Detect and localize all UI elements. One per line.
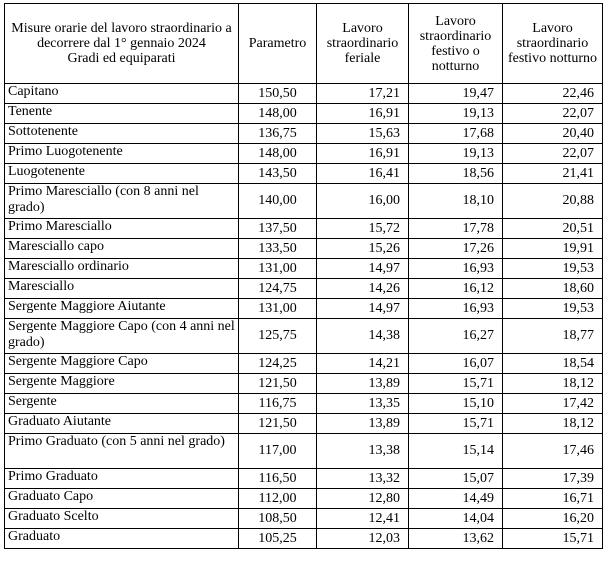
festivo-notturno-cell: 20,40 (503, 124, 603, 144)
grade-cell: Capitano (5, 84, 239, 104)
festivo-o-notturno-cell: 17,78 (409, 219, 503, 239)
parametro-cell: 124,75 (239, 279, 317, 299)
festivo-o-notturno-cell: 15,14 (409, 434, 503, 469)
festivo-notturno-cell: 18,54 (503, 354, 603, 374)
grade-cell: Luogotenente (5, 164, 239, 184)
grade-cell: Graduato Aiutante (5, 414, 239, 434)
parametro-cell: 131,00 (239, 299, 317, 319)
feriale-cell: 14,97 (317, 259, 409, 279)
festivo-o-notturno-cell: 14,49 (409, 489, 503, 509)
parametro-cell: 105,25 (239, 529, 317, 549)
festivo-notturno-cell: 16,20 (503, 509, 603, 529)
festivo-o-notturno-cell: 14,04 (409, 509, 503, 529)
parametro-cell: 108,50 (239, 509, 317, 529)
festivo-notturno-cell: 17,39 (503, 469, 603, 489)
festivo-o-notturno-cell: 17,26 (409, 239, 503, 259)
grade-cell: Tenente (5, 104, 239, 124)
header-feriale: Lavoro straordinario feriale (317, 4, 409, 84)
table-row (5, 144, 603, 164)
grade-cell: Sergente Maggiore Aiutante (5, 299, 239, 319)
grade-cell: Graduato Capo (5, 489, 239, 509)
festivo-notturno-cell: 17,42 (503, 394, 603, 414)
table-row (5, 469, 603, 489)
parametro-cell: 143,50 (239, 164, 317, 184)
festivo-notturno-cell: 18,12 (503, 374, 603, 394)
parametro-cell: 148,00 (239, 144, 317, 164)
festivo-notturno-cell: 18,77 (503, 319, 603, 354)
parametro-cell: 131,00 (239, 259, 317, 279)
parametro-cell: 133,50 (239, 239, 317, 259)
festivo-notturno-cell: 22,46 (503, 84, 603, 104)
festivo-notturno-cell: 20,51 (503, 219, 603, 239)
festivo-o-notturno-cell: 16,93 (409, 299, 503, 319)
feriale-cell: 14,21 (317, 354, 409, 374)
feriale-cell: 15,63 (317, 124, 409, 144)
table-row (5, 354, 603, 374)
table-row (5, 319, 603, 354)
festivo-o-notturno-cell: 15,07 (409, 469, 503, 489)
header-parametro: Parametro (239, 4, 317, 84)
festivo-o-notturno-cell: 16,27 (409, 319, 503, 354)
table-row (5, 434, 603, 469)
festivo-notturno-cell: 22,07 (503, 104, 603, 124)
festivo-notturno-cell: 15,71 (503, 529, 603, 549)
feriale-cell: 17,21 (317, 84, 409, 104)
festivo-o-notturno-cell: 13,62 (409, 529, 503, 549)
feriale-cell: 16,91 (317, 104, 409, 124)
parametro-cell: 125,75 (239, 319, 317, 354)
table-row (5, 509, 603, 529)
table-row (5, 239, 603, 259)
feriale-cell: 13,32 (317, 469, 409, 489)
grade-cell: Sergente Maggiore (5, 374, 239, 394)
festivo-notturno-cell: 18,60 (503, 279, 603, 299)
festivo-notturno-cell: 22,07 (503, 144, 603, 164)
festivo-notturno-cell: 16,71 (503, 489, 603, 509)
table-header (5, 4, 603, 84)
table-row (5, 279, 603, 299)
parametro-cell: 116,50 (239, 469, 317, 489)
header-grades (5, 4, 239, 84)
grade-cell: Graduato Scelto (5, 509, 239, 529)
feriale-cell: 16,00 (317, 184, 409, 219)
grade-cell: Primo Graduato (con 5 anni nel grado) (5, 434, 239, 469)
header-festivo-o-notturno: Lavoro straordinario festivo o notturno (409, 4, 503, 84)
feriale-cell: 15,72 (317, 219, 409, 239)
feriale-cell: 12,03 (317, 529, 409, 549)
festivo-o-notturno-cell: 16,07 (409, 354, 503, 374)
festivo-o-notturno-cell: 17,68 (409, 124, 503, 144)
parametro-cell: 124,25 (239, 354, 317, 374)
table-row (5, 394, 603, 414)
table-row (5, 414, 603, 434)
festivo-o-notturno-cell: 15,71 (409, 374, 503, 394)
feriale-cell: 13,35 (317, 394, 409, 414)
overtime-rates-table (4, 3, 603, 549)
feriale-cell: 16,41 (317, 164, 409, 184)
parametro-cell: 121,50 (239, 414, 317, 434)
parametro-cell: 148,00 (239, 104, 317, 124)
festivo-o-notturno-cell: 18,56 (409, 164, 503, 184)
grade-cell: Sergente Maggiore Capo (5, 354, 239, 374)
parametro-cell: 137,50 (239, 219, 317, 239)
festivo-o-notturno-cell: 16,93 (409, 259, 503, 279)
festivo-notturno-cell: 19,53 (503, 259, 603, 279)
parametro-cell: 140,00 (239, 184, 317, 219)
header-grades-title: Misure orarie del lavoro straordinario a decorrere dal 1° gennaio 2024 (11, 21, 232, 51)
table-row (5, 219, 603, 239)
festivo-o-notturno-cell: 16,12 (409, 279, 503, 299)
header-festivo-notturno: Lavoro straordinario festivo notturno (503, 4, 603, 84)
table-row (5, 259, 603, 279)
festivo-o-notturno-cell: 15,10 (409, 394, 503, 414)
feriale-cell: 13,89 (317, 374, 409, 394)
festivo-notturno-cell: 21,41 (503, 164, 603, 184)
grade-cell: Graduato (5, 529, 239, 549)
parametro-cell: 112,00 (239, 489, 317, 509)
grade-cell: Maresciallo capo (5, 239, 239, 259)
table-row (5, 84, 603, 104)
parametro-cell: 116,75 (239, 394, 317, 414)
festivo-notturno-cell: 17,46 (503, 434, 603, 469)
table-row (5, 374, 603, 394)
festivo-o-notturno-cell: 19,47 (409, 84, 503, 104)
feriale-cell: 13,89 (317, 414, 409, 434)
table-row (5, 489, 603, 509)
table-row (5, 299, 603, 319)
parametro-cell: 121,50 (239, 374, 317, 394)
parametro-cell: 150,50 (239, 84, 317, 104)
grade-cell: Sottotenente (5, 124, 239, 144)
feriale-cell: 12,80 (317, 489, 409, 509)
grade-cell: Primo Maresciallo (5, 219, 239, 239)
header-grades-subtitle: Gradi ed equiparati (67, 51, 176, 66)
feriale-cell: 14,26 (317, 279, 409, 299)
table-row (5, 104, 603, 124)
parametro-cell: 117,00 (239, 434, 317, 469)
table-row (5, 529, 603, 549)
festivo-o-notturno-cell: 15,71 (409, 414, 503, 434)
festivo-o-notturno-cell: 19,13 (409, 104, 503, 124)
grade-cell: Primo Graduato (5, 469, 239, 489)
grade-cell: Primo Luogotenente (5, 144, 239, 164)
feriale-cell: 13,38 (317, 434, 409, 469)
feriale-cell: 14,38 (317, 319, 409, 354)
feriale-cell: 16,91 (317, 144, 409, 164)
parametro-cell: 136,75 (239, 124, 317, 144)
table-row (5, 164, 603, 184)
festivo-o-notturno-cell: 19,13 (409, 144, 503, 164)
grade-cell: Maresciallo ordinario (5, 259, 239, 279)
grade-cell: Maresciallo (5, 279, 239, 299)
grade-cell: Sergente Maggiore Capo (con 4 anni nel grado) (5, 319, 239, 354)
feriale-cell: 14,97 (317, 299, 409, 319)
festivo-o-notturno-cell: 18,10 (409, 184, 503, 219)
feriale-cell: 15,26 (317, 239, 409, 259)
table-body (5, 84, 603, 549)
festivo-notturno-cell: 20,88 (503, 184, 603, 219)
grade-cell: Sergente (5, 394, 239, 414)
festivo-notturno-cell: 19,91 (503, 239, 603, 259)
overtime-rates-document (4, 3, 603, 549)
feriale-cell: 12,41 (317, 509, 409, 529)
festivo-notturno-cell: 18,12 (503, 414, 603, 434)
festivo-notturno-cell: 19,53 (503, 299, 603, 319)
table-row (5, 184, 603, 219)
table-row (5, 124, 603, 144)
grade-cell: Primo Maresciallo (con 8 anni nel grado) (5, 184, 239, 219)
